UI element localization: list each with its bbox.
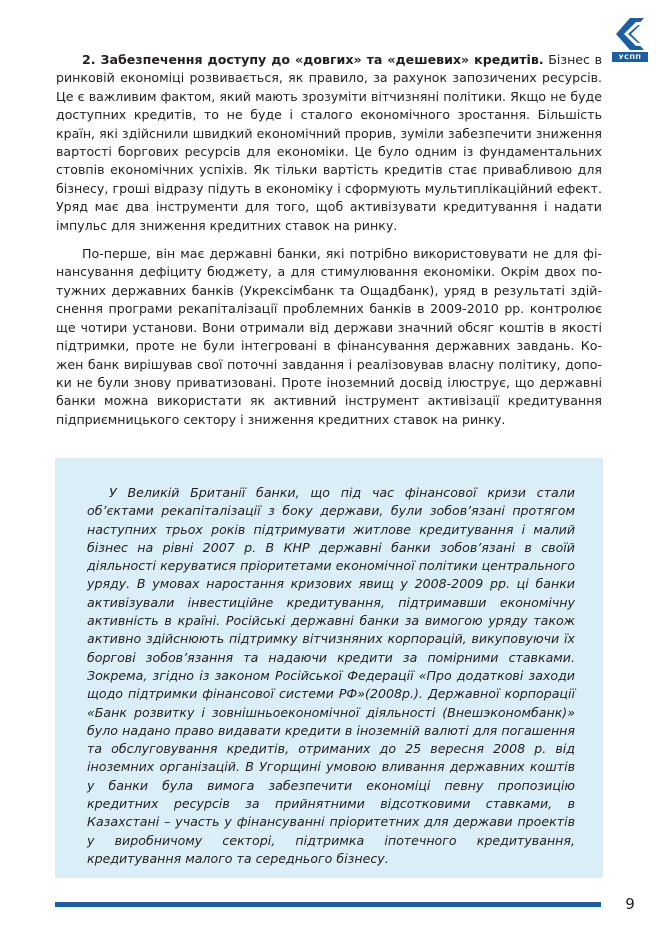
paragraph-1 bbox=[56, 51, 602, 235]
paragraph-1-text: Бізнес в ринковій економіці розвивається, як правило, за рахунок запозичених ресурсів. Це є важливим фактом, який мають зрозуміти вітчизняні політики. Якщо не буде доступних кредитів, то не буде і сталого економічного зростання. Більшість країн, які здійснили швидкий економічний прорив, зуміли забезпечити зниження вартості боргових ресурсів для економіки. Це було одним із фундаментальних стовпів економічних успіхів. Як тільки вартість кредитів стає привабливою для бізнесу, гроші відразу підуть в економіку і сформують мультиплікаційний ефект. Уряд має два інструменти для того, щоб активізувати кредитування і надати імпульс для зниження кредитних ставок на ринку. bbox=[56, 52, 603, 233]
footer-rule bbox=[55, 902, 601, 907]
example-box bbox=[55, 458, 603, 878]
page-number: 9 bbox=[625, 895, 635, 913]
main-text bbox=[56, 51, 602, 439]
example-box-text: У Великій Британії банки, що під час фінансової кризи стали об’єктами рекапіталізації з боку держави, були зобов’язані протягом наступних трьох років підтримувати житлове кредитування і малий бізнес на рівні 2007 р. В КНР державні банки зобов’язані в своїй діяльності керуватися пріоритетами економічної політики центрального уряду. В умовах наростання кризових явищ у 2008-2009 рр. ці банки активізували інвестиційне кредитування, підтримавши економічну активність в країні. Російські державні банки за вимогою уряду також активно здійснюють підтримку вітчизняних корпорацій, викуповуючи їх боргові зобов’язання та надаючи кредити за помірними ставками. Зокрема, згідно із законом Російської Федерації «Про додаткові заходи щодо підтримки фінансової системи РФ»(2008р.). Державної корпорації «Банк розвитку і зовнішньоекономічної діяльності (Внешэкономбанк)» було надано право видавати кредити в іноземній валюті для погашення та обслуговування кредитів, отриманих до 25 вересня 2008 р. від іноземних організацій. В Угорщині умовою вливання державних коштів у банки була вимога забезпечити економіці певну пропозицію кредитних ресурсів за прийнятними відсотковими ставками, в Казахстані – участь у фінансуванні пріоритетних для держави проектів у виробничому секторі, підтримка іпотечного кредитування, кредитування малого та середнього бізнесу. bbox=[87, 485, 575, 866]
paragraph-2: По-перше, він має державні банки, які потрібно використовувати не для фінансування дефіциту бюджету, а для стимулювання економіки. Окрім двох потужних державних банків (Укрексімбанк та Ощадбанк), уряд в результаті здійснення програми рекапіталізації проблемних банків в 2009-2010 рр. контролює ще чотири установи. Вони отримали від держави значний обсяг коштів в якості підтримки, проте не були інтегровані в фінансування державних завдань. Кожен банк вирішував свої поточні завдання і реалізовував власну політику, допоки не були знову приватизовані. Проте іноземний досвід ілюструє, що державні банки можна використати як активний інструмент активізації кредитування підприємницького сектору і зниження кредитних ставок на ринку. bbox=[56, 246, 602, 427]
section-heading: 2. Забезпечення доступу до «довгих» та «дешевих» кредитів. bbox=[82, 52, 544, 67]
logo-caption: УСПП bbox=[612, 52, 648, 62]
